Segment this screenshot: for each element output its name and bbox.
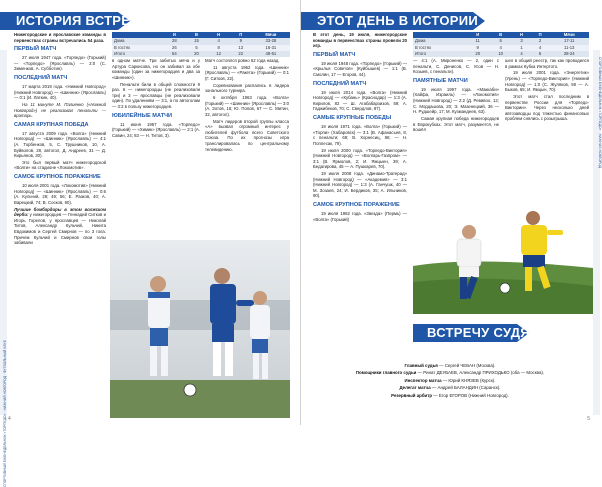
left-stats-header: Мячи — [252, 32, 290, 38]
right-col3-p3: Этот матч стал последним в первенстве России для «Торпедо-Виктории». Через несколько дней автозаводцы под тяжестью финансовых проблем снялись с розыгрыша. — [505, 93, 589, 122]
referee-role: Инспектор матча — [404, 377, 442, 383]
left-col3-p5: Матч лидеров второй группы класса «А» вызвал огромный интерес у любителей футбола всего Советского Союза. По их прогнозы игра транслировалась по центральному телевидению. — [205, 118, 289, 152]
referee-role: Помощники главного судьи — [355, 370, 417, 376]
right-stats-table — [413, 32, 589, 57]
right-col2-p2: 19 июля 1997 года. «Маккаби» (Хайфа, Израиль) — «Локомотив» (Нижний Новгород) — 2:2 (Д. Ревивоо, 12; С. Мордашова, 20; Э. Мазенецкий, 36 — Н. Рудшейр, 17; М. Кузмандеев, 63). — [413, 86, 499, 115]
right-stats-cell: 20 — [466, 51, 489, 57]
right-match-photo-art — [413, 196, 593, 314]
right-biggest-loss-text: 19 июля 1982 года. «Звезда» (Пермь) — «Волга» (Горький) — [313, 211, 407, 222]
left-anniv-title: ЮБИЛЕЙНЫЕ МАТЧИ — [112, 112, 173, 119]
right-stats-cell: 6 — [531, 51, 550, 57]
right-biggest-loss-title: САМОЕ КРУПНОЕ ПОРАЖЕНИЕ — [313, 202, 400, 209]
left-last-match-title: ПОСЛЕДНИЙ МАТЧ — [14, 74, 68, 81]
right-stats-cell: 3 — [512, 38, 531, 44]
referee-line: Главный судья — Сергей ЧЕБАН (Москва). — [404, 363, 496, 368]
right-first-match-text: 19 июля 1948 года. «Торпедо» (Горький) — «Крылья Советов» (Куйбышев) — 1:1 (В. Смолин, 17 — Егоров, 44). — [313, 60, 407, 77]
right-stats-cell: В гостях — [413, 45, 466, 51]
right-stats-header: В — [489, 32, 512, 38]
right-stats-cell: 4 — [489, 45, 512, 51]
left-first-match-text: 27 июля 1947 года. «Торпедо» (Горький) — «Торпедо» (Ярославль) — 2:0 (С. Зименков, А. Субботин). — [14, 55, 106, 72]
referee-role: Резервный арбитр — [391, 392, 433, 398]
right-stats-cell: 17-11 — [549, 38, 589, 44]
right-stats-header: Мячи — [549, 32, 589, 38]
referee-name: Юрий КНЯЗЕВ (Курск). — [448, 377, 496, 383]
right-page — [301, 0, 600, 425]
left-page-number: 4 — [8, 416, 11, 422]
right-stats-cell: 4 — [512, 51, 531, 57]
left-stats-cell: 26 — [163, 45, 185, 51]
left-col2-p2: Пенальти били в общей сложности 9 раз. 6 — нижегородцы (не реализовали три) и 3 — ярославцы (не реализовали один). По удалениям — 3:1, а по автоголам — 3:2 в пользу нижегородцев. — [112, 81, 200, 109]
right-stats-cell: 11-13 — [549, 45, 589, 51]
right-biggest-win-text-3: 19 июля 2008 года. «Динамо-Тратерад» (Нижний Новгород) — «Академия» — 3:1 (Нижний Новгород) — 1:3 (А. Ганчушк, 40 — М. Зозаев, 24; И. Бердиков, 35; А. Ильников, 90). — [313, 171, 407, 199]
left-stats-cell: 12 — [208, 51, 230, 57]
left-stats-cell: Дома — [112, 38, 163, 44]
left-stats-cell: 28 — [163, 38, 185, 44]
left-column-2 — [112, 58, 200, 140]
left-stats-cell: 4 — [208, 38, 230, 44]
left-stats-cell: В гостях — [112, 45, 163, 51]
right-col2-p1: — 4:1 (А. Мироненко — 2, один с пенальти, С. Денисов, С. Усов — Н. Козыев, с пенальти). — [413, 58, 499, 75]
left-stats-cell: 8 — [208, 45, 230, 51]
left-stats-cell: 15 — [185, 38, 207, 44]
referee-line: Делегат матча — Андрей БАЛАНДИН (Саранск). — [399, 385, 501, 391]
left-biggest-win-note: Это был первый матч нижегородской «Волги» на стадионе «Локомотив». — [14, 159, 106, 171]
left-biggest-win-title: САМАЯ КРУПНАЯ ПОБЕДА — [14, 121, 89, 128]
left-intro: Нижегородские и ярославские команды в первенствах страны встречались 54 раза. — [14, 32, 106, 43]
right-biggest-win-text-1: 19 июля 1971 года. «Волга» (Горький) — «Торпи» (Хабаровск) — 3:1 (В. Афанасьев, 8, с пенальти; 69; В. Хорнесиц, 86; — Н. Поплесак, 79). — [313, 123, 407, 146]
right-column-1 — [313, 32, 407, 223]
right-stats-cell: 2 — [531, 38, 550, 44]
referee-role: Главный судья — [404, 363, 438, 368]
referees-list — [317, 362, 583, 399]
left-stats-cell: 20 — [185, 51, 207, 57]
left-column-3 — [205, 58, 289, 153]
left-scorers-text: у нижегородцев — Геннадий Ситков и Игорь Горелов, у ярославцев — Николай Титов, Александр Кульчий, Никита Евдокимов и Сергей Смирнов — по 3 гола. Причем Кульчий и Смирнов свои голы забивали — [14, 212, 106, 246]
referee-line: Резервный арбитр — Егор ЕГОРОВ (Нижний Новгород). — [391, 392, 509, 398]
right-stats-cell: 1 — [512, 45, 531, 51]
left-anniv-text: 11 июня 1957 года. «Торпедо» (Горький) — «Химик» (Ярославль) — 2:1 (А. Савин, 24; 83 — Н. Титов, 3). — [112, 121, 200, 138]
left-stats-header: И — [163, 32, 185, 38]
right-stats-header: Н — [512, 32, 531, 38]
right-col3-p2: 19 июля 2001 года. «Энергетик» (Урень) — «Торпедо-Виктория» (Нижний Новгород) — 1:0 (С. Жуляков, 59 — А. Быков, 65; И. Ямцын, 70). — [505, 70, 589, 93]
referee-name: Сергей ЧЕБАН (Москва). — [444, 363, 496, 368]
left-scorers-title: Лучшие бомбардиры в этом волжском дерби: — [14, 206, 106, 218]
left-last-match-text: 17 марта 2019 года. «Нижний Новгород» (Нижний Новгород) — «Шинник» (Ярославль) — 0:1 (И. Латкин, 40). — [14, 83, 106, 101]
right-stats-cell: 10 — [489, 51, 512, 57]
right-stats-header: И — [466, 32, 489, 38]
right-column-3 — [505, 58, 589, 123]
right-side-text: СПОРТИВНЫЙ ЕЖЕНЕДЕЛЬНИК «ТОРПЕДО» · НИЖНИЙ НОВГОРОД — [598, 57, 602, 168]
right-anniv-title: ПАМЯТНЫЕ МАТЧИ — [413, 77, 468, 84]
left-stats-cell: Итого — [112, 51, 163, 57]
right-stats-cell: 6 — [489, 38, 512, 44]
referee-name: Ринат ДЕУБАЕВ, Александр ПРИХОДЬКО (оба — Москва). — [423, 370, 545, 376]
left-biggest-loss-text: 10 июля 2001 года. «Локомотив» (Нижний Новгород) — «Шинник» (Ярославль) — 0:6 (А. Кульчий, 29; 49; 56; Е. Разков, 40; А. Варецкий, 74; В. Сосков, 90). — [14, 183, 106, 205]
left-banner-title: ИСТОРИЯ ВСТРЕЧ — [16, 13, 140, 28]
left-stats-table — [112, 32, 290, 57]
right-stats-row-total — [413, 51, 589, 57]
right-banner-title: ЭТОТ ДЕНЬ В ИСТОРИИ — [317, 13, 479, 28]
left-biggest-win-text: 17 августа 2009 года. «Волга» (Нижний Новгород) — «Шинник» (Ярославль) — 4:1 (А. Торбенков, 5, С. Трушников, 10, А. Буйволов, 28, автогол, Д. Андреев, 31 — Д. Кирьянов, 30). — [14, 130, 106, 159]
right-stats-header: П — [531, 32, 550, 38]
left-match-photo — [110, 240, 290, 418]
left-col3-p1: Матч состоялся ровно 62 года назад. — [205, 58, 280, 63]
right-last-match-text: 19 июля 2014 года. «Волга» (Нижний Новгород) — «Кубань» (Краснодар) — 1:3 (А. Кирилов, 82 — Ш. Агабабарзизов, 59; А. Гаджибеков, 70; С. Свердлов, 87). — [313, 89, 407, 112]
left-stats-cell: 5 — [185, 45, 207, 51]
left-col3-p2: 11 августа 1962 года. «Шинник» (Ярославль) — «Ракета» (Горький) — 0:1 (Г. Ситков, 22). — [205, 64, 289, 81]
left-column-1 — [14, 32, 106, 247]
left-stats-cell: 54 — [163, 51, 185, 57]
left-match-photo-art — [110, 240, 290, 418]
left-stats-cell: 16-31 — [252, 45, 290, 51]
left-stats-cell: 9 — [230, 38, 252, 44]
referee-line: Инспектор матча — Юрий КНЯЗЕВ (Курск). — [404, 377, 496, 383]
right-col3-p1: шел в общий реестр, так как проводился в рамках Кубка Интертото. — [505, 58, 589, 69]
left-side-text: СПОРТИВНЫЙ ЕЖЕНЕДЕЛЬНИК «ТОРПЕДО» · НИЖНИЙ НОВГОРОД · ФУТБОЛЬНЫЙ КЛУБ — [3, 340, 7, 487]
referee-name: Егор ЕГОРОВ (Нижний Новгород). — [438, 392, 509, 398]
left-stats-header: П — [230, 32, 252, 38]
right-col2-p3: Самая крупная победа нижегородцев в Еврокубках. Этот матч, разумеется, не вошёл — [413, 115, 499, 133]
left-biggest-loss-title: САМОЕ КРУПНОЕ ПОРАЖЕНИЕ — [14, 174, 101, 181]
left-col3-p4: 6 октября 1963 года. «Волга» (Горький) — «Шинник» (Ярославль) — 3:0 (А. Зотов, 16; Ю. Попов, 67 — С. Митин, 32, автогол). — [205, 95, 289, 117]
right-intro: В этот день, 19 июля, нижегородские команды в первенствах страны провели 20 игр. — [313, 32, 407, 49]
referees-title: ВСТРЕЧУ СУДЯТ — [427, 325, 539, 340]
left-stats-header: Н — [208, 32, 230, 38]
right-stats-cell: Итого — [413, 51, 466, 57]
right-stats-cell: 4 — [531, 45, 550, 51]
left-stats-cell: 48-61 — [252, 51, 290, 57]
left-col3-p3: Соревнования распались в лидера зонального турнира. — [205, 82, 289, 94]
referee-name: Андрей БАЛАНДИН (Саранск). — [437, 385, 501, 391]
right-first-match-title: ПЕРВЫЙ МАТЧ — [313, 51, 356, 58]
right-stats-cell: 9 — [466, 45, 489, 51]
right-stats-cell: 11 — [466, 38, 489, 44]
left-stats-cell: 13 — [230, 45, 252, 51]
referee-line: Помощники главного судьи — Ринат ДЕУБАЕВ, Александр ПРИХОДЬКО (оба — Москва). — [355, 370, 545, 376]
right-last-match-title: ПОСЛЕДНИЙ МАТЧ — [313, 80, 367, 87]
left-stats-cell: 22 — [230, 51, 252, 57]
right-stats-cell: 28-24 — [549, 51, 589, 57]
left-stats-header: В — [185, 32, 207, 38]
right-column-2 — [413, 58, 499, 134]
right-stats-cell: Дома — [413, 38, 466, 44]
right-biggest-win-title: САМЫЕ КРУПНЫЕ ПОБЕДЫ — [313, 114, 392, 121]
referee-role: Делегат матча — [399, 385, 431, 391]
left-last-match-note: На 11 минуте М. Палиенко («Нижний Новгород») не реализовал пенальти — вратарь. — [14, 101, 106, 119]
right-match-photo — [413, 196, 593, 314]
left-stats-row-total — [112, 51, 290, 57]
left-stats-cell: 33-28 — [252, 38, 290, 44]
left-col2-p1: в одном матче. Три забитых мяча и у Артура Саркисова, но он забивал за обе команды (один за нижегородцев и два за «Шинник»). — [112, 58, 200, 80]
right-page-number: 5 — [587, 416, 590, 422]
right-biggest-win-text-2: 19 июля 2000 года. «Торпедо-Виктория» (Нижний Новгород) — «Волгарь-Газпром» — 3:1 (В. Ярмолов, 2; И. Ямцыен, 39; А. Бедагирова, 45 — А. Пушкарев, 70). — [313, 147, 407, 170]
left-first-match-title: ПЕРВЫЙ МАТЧ — [14, 46, 57, 53]
